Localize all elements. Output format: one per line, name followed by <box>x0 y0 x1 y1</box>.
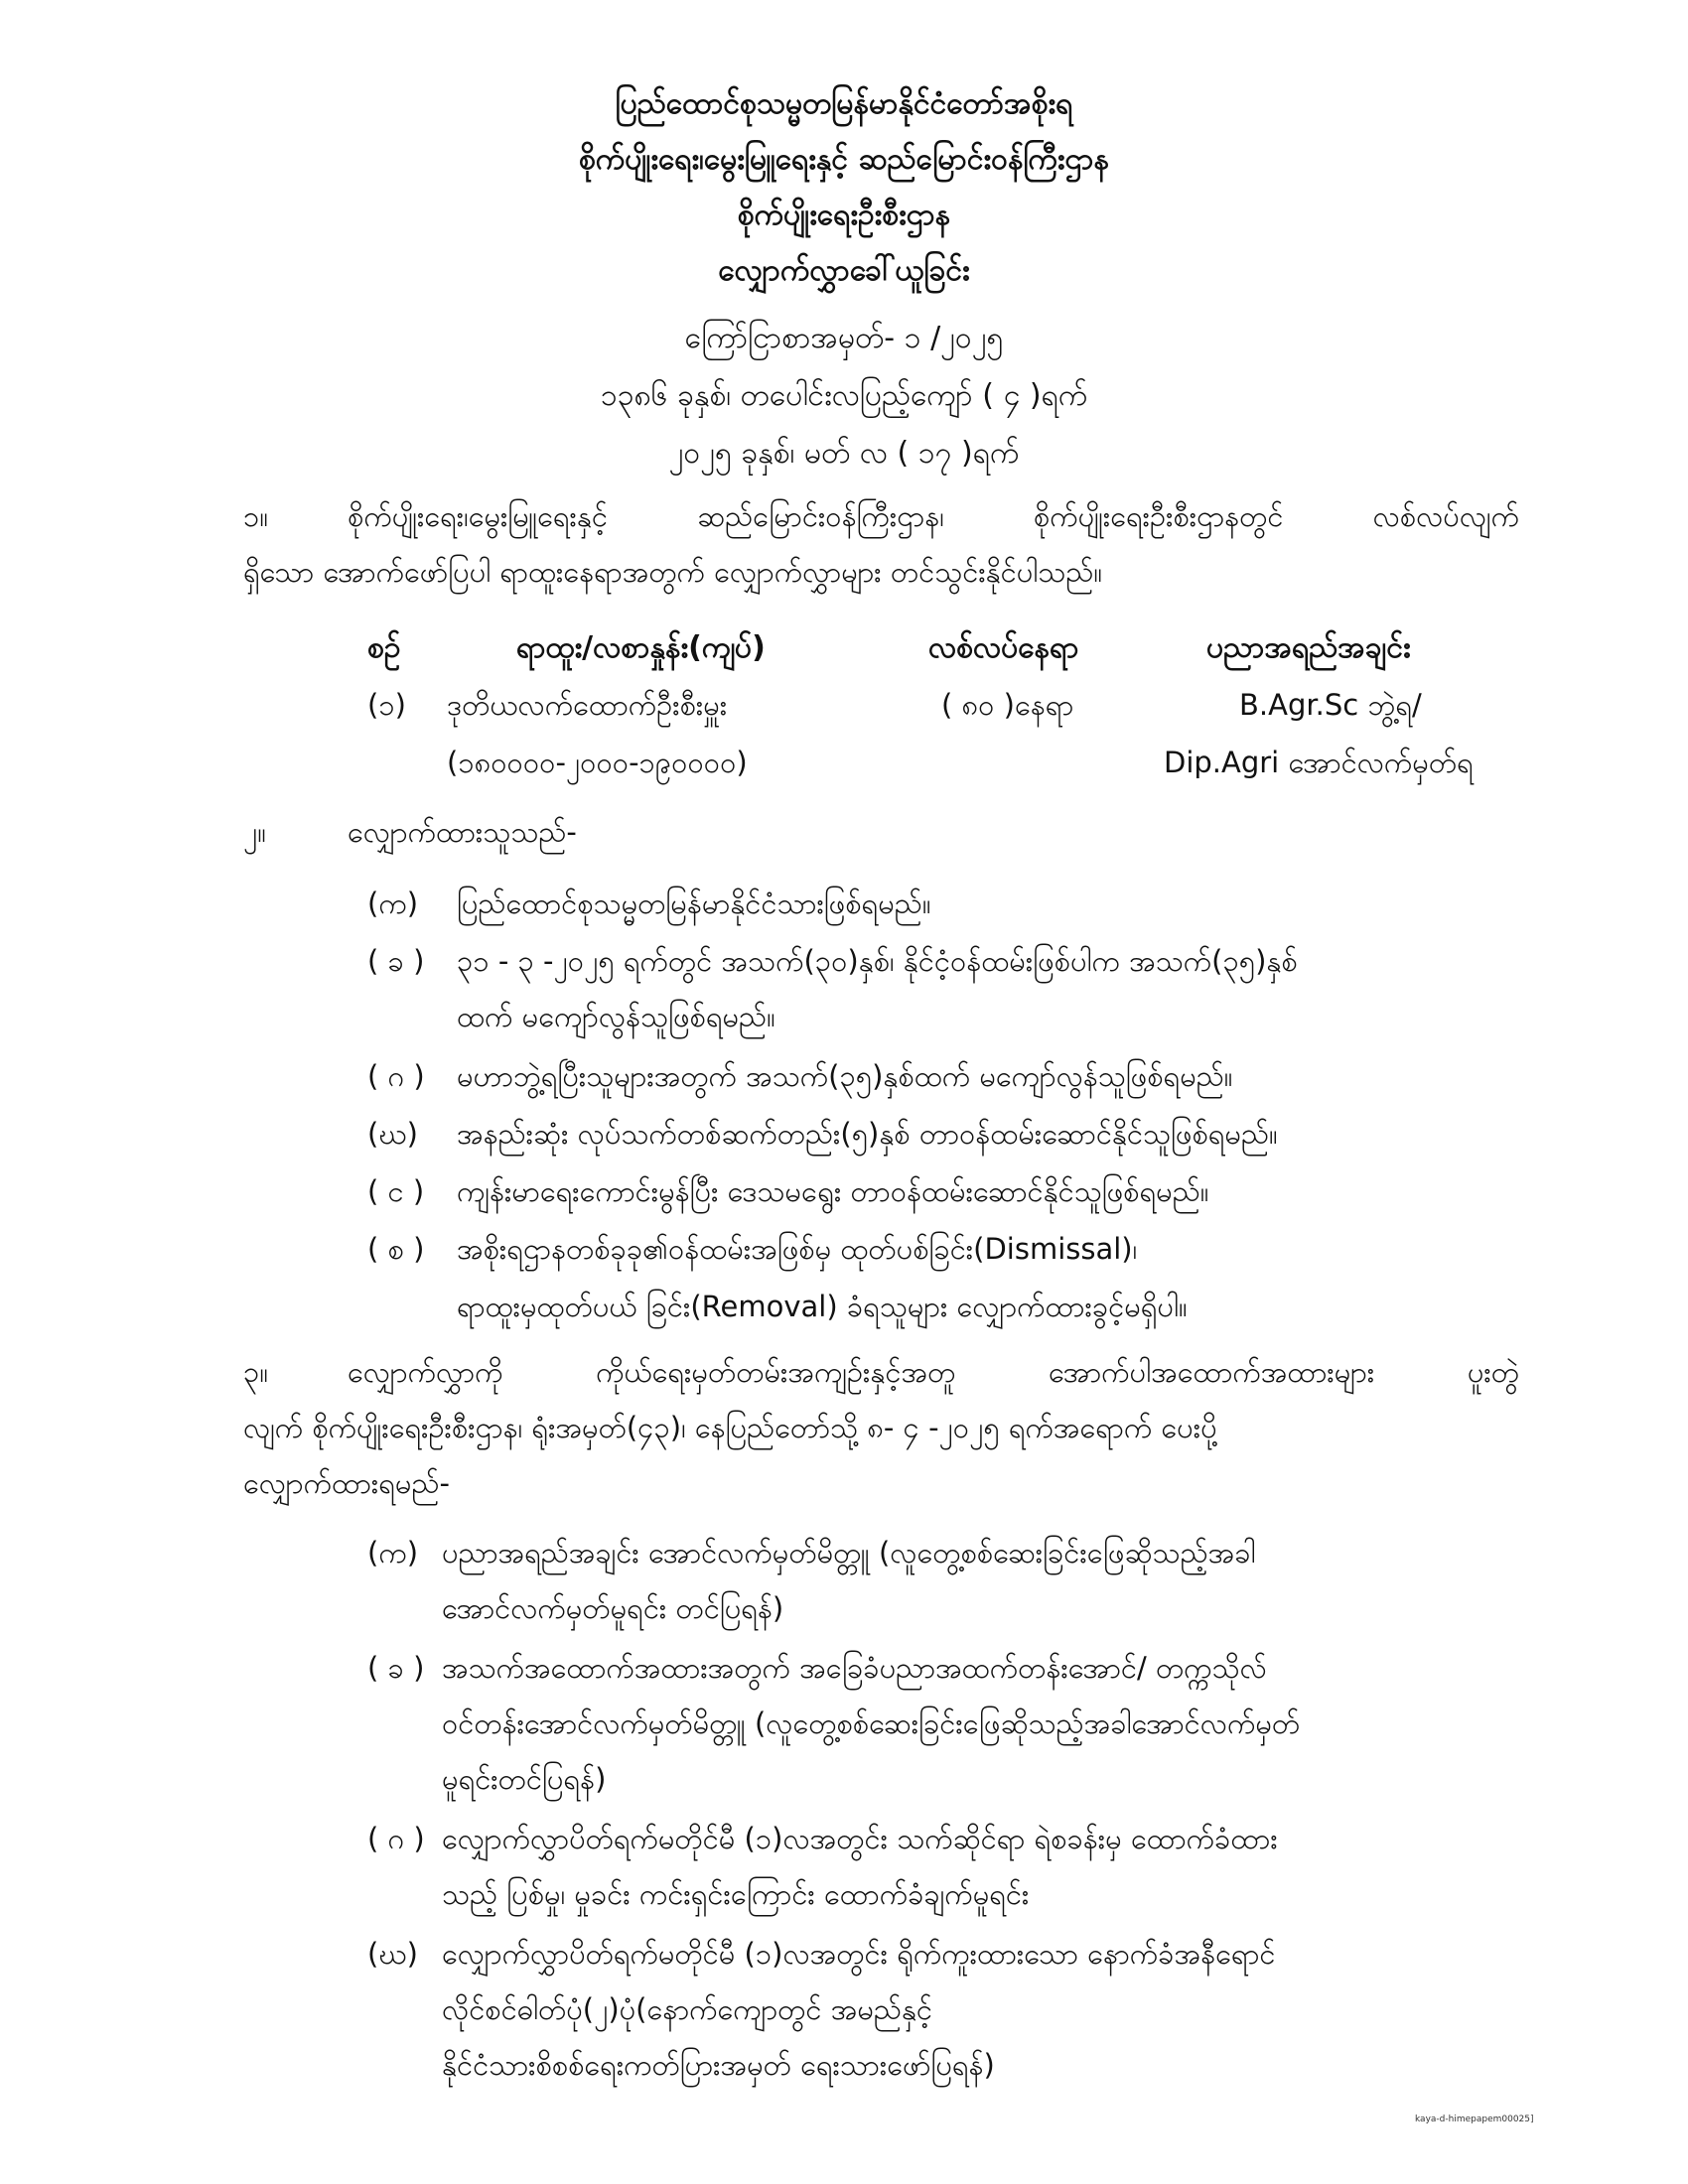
para3-line2: လျက် စိုက်ပျိုးရေးဦးစီးဌာန၊ ရုံးအမှတ်(၄၃)၊ နေပြည်တော်သို့ ၈- ၄ -၂၀၂၅ ရက်အရောက် ပေးပို့ <box>243 1411 1217 1444</box>
table-header-no: စဉ် <box>367 630 401 665</box>
list-item: လျှောက်လွှာပိတ်ရက်မတိုင်မီ (၁)လအတွင်း သက်ဆိုင်ရာ ရဲစခန်းမှ ထောက်ခံထား <box>442 1822 1278 1855</box>
list-item-label: ( ဂ ) <box>367 1822 425 1855</box>
table-row-salary: (၁၈၀၀၀၀-၂၀၀၀-၁၉၀၀၀၀) <box>447 746 748 779</box>
para2-title: လျှောက်ထားသူသည်- <box>348 815 577 849</box>
list-item-continued: ဝင်တန်းအောင်လက်မှတ်မိတ္တူ (လူတွေ့စစ်ဆေးခြင်းဖြေဆိုသည့်အခါအောင်လက်မှတ် <box>442 1706 1301 1740</box>
list-item-continued: မူရင်းတင်ပြရန်) <box>442 1762 607 1796</box>
table-header-position: ရာထူး/လစာနှုန်း(ကျပ်) <box>516 630 766 665</box>
para3-line1: လျှောက်လွှာကို ကိုယ်ရေးမှတ်တမ်းအကျဉ်းနှင့်အတူ အောက်ပါအထောက်အထားများ ပူးတွဲ <box>348 1355 1519 1389</box>
list-item-label: (ဃ) <box>367 1117 418 1151</box>
table-row-qualification-2: Dip.Agri အောင်လက်မှတ်ရ <box>1164 746 1474 779</box>
list-item-label: ( ဂ ) <box>367 1059 425 1093</box>
list-item-continued: လိုင်စင်ဓါတ်ပုံ(၂)ပုံ(နောက်ကျောတွင် အမည်နှင့် <box>442 1992 933 2026</box>
list-item: အစိုးရဌာနတစ်ခုခု၏ဝန်ထမ်းအဖြစ်မှ ထုတ်ပစ်ခြင်း(Dismissal)၊ <box>457 1232 1138 1266</box>
list-item-label: ( စ ) <box>367 1232 425 1266</box>
table-row-no: (၁) <box>367 688 406 722</box>
list-item: ပြည်ထောင်စုသမ္မတမြန်မာနိုင်ငံသားဖြစ်ရမည်။ <box>457 887 931 920</box>
para2-number: ၂။ <box>243 815 267 849</box>
table-header-qualification: ပညာအရည်အချင်း <box>1206 630 1411 665</box>
list-item: ၃၁ - ၃ -၂၀၂၅ ရက်တွင် အသက်(၃၀)နှစ်၊ နိုင်ငံ့ဝန်ထမ်းဖြစ်ပါက အသက်(၃၅)နှစ် <box>457 944 1298 978</box>
list-item-label: (ဃ) <box>367 1937 418 1971</box>
notice-number: ကြော်ငြာစာအမှတ်- ၁ /၂၀၂၅ <box>684 321 1004 355</box>
list-item: ကျန်းမာရေးကောင်းမွန်ပြီး ဒေသမရွေး တာဝန်ထမ်းဆောင်နိုင်သူဖြစ်ရမည်။ <box>457 1174 1209 1208</box>
list-item-continued: အောင်လက်မှတ်မူရင်း တင်ပြရန်) <box>442 1591 784 1625</box>
list-item: အနည်းဆုံး လုပ်သက်တစ်ဆက်တည်း(၅)နှစ် တာဝန်ထမ်းဆောင်နိုင်သူဖြစ်ရမည်။ <box>457 1117 1278 1151</box>
list-item-label: ( ခ ) <box>367 944 425 978</box>
list-item-label: ( င ) <box>367 1174 425 1208</box>
table-header-vacancies: လစ်လပ်နေရာ <box>928 630 1079 665</box>
footer-code: kaya-d-himepapem00025] <box>1415 2115 1534 2124</box>
list-item-continued: သည့် ပြစ်မှု၊ မှုခင်း ကင်းရှင်းကြောင်း ထောက်ခံချက်မူရင်း <box>442 1877 1030 1911</box>
para1-line2: ရှိသော အောက်ဖော်ပြပါ ရာထူးနေရာအတွက် လျှောက်လွှာများ တင်သွင်းနိုင်ပါသည်။ <box>243 555 1103 589</box>
list-item-continued: ရာထူးမှထုတ်ပယ် ခြင်း(Removal) ခံရသူများ လျှောက်ထားခွင့်မရှိပါ။ <box>457 1290 1188 1323</box>
list-item: အသက်အထောက်အထားအတွက် အခြေခံပညာအထက်တန်းအောင်/ တက္ကသိုလ် <box>442 1651 1267 1685</box>
list-item: မဟာဘွဲ့ရပြီးသူများအတွက် အသက်(၃၅)နှစ်ထက် မကျော်လွန်သူဖြစ်ရမည်။ <box>457 1059 1233 1093</box>
list-item-label: (က) <box>367 1536 419 1570</box>
table-row-position: ဒုတိယလက်ထောက်ဦးစီးမှူး <box>447 688 728 722</box>
list-item-continued: နိုင်ငံသားစိစစ်ရေးကတ်ပြားအမှတ် ရေးသားဖော်ပြရန်) <box>442 2048 995 2082</box>
para3-number: ၃။ <box>243 1355 269 1389</box>
list-item: ပညာအရည်အချင်း အောင်လက်မှတ်မိတ္တူ (လူတွေ့စစ်ဆေးခြင်းဖြေဆိုသည့်အခါ <box>442 1536 1256 1570</box>
myanmar-date: ၁၃၈၆ ခုနှစ်၊ တပေါင်းလပြည့်ကျော် ( ၄ )ရက် <box>600 378 1088 413</box>
gregorian-date: ၂၀၂၅ ခုနှစ်၊ မတ် လ ( ၁၇ )ရက် <box>668 436 1020 471</box>
department-title: စိုက်ပျိုးရေးဦးစီးဌာန <box>737 198 951 232</box>
table-row-vacancies: ( ၈၀ )နေရာ <box>941 688 1074 722</box>
government-title: ပြည်ထောင်စုသမ္မတမြန်မာနိုင်ငံတော်အစိုးရ <box>615 86 1073 121</box>
para3-line3: လျှောက်ထားရမည်- <box>243 1466 450 1500</box>
list-item-continued: ထက် မကျော်လွန်သူဖြစ်ရမည်။ <box>457 1000 775 1033</box>
list-item: လျှောက်လွှာပိတ်ရက်မတိုင်မီ (၁)လအတွင်း ရိုက်ကူးထားသော နောက်ခံအနီရောင် <box>442 1937 1276 1971</box>
list-item-label: (က) <box>367 887 419 920</box>
table-row-qualification-1: B.Agr.Sc ဘွဲ့ရ/ <box>1239 688 1422 722</box>
announcement-title: လျှောက်လွှာခေါ်ယူခြင်း <box>718 253 970 288</box>
para1-number: ၁။ <box>243 499 269 533</box>
ministry-title: စိုက်ပျိုးရေး၊မွေးမြူရေးနှင့် ဆည်မြောင်းဝန်ကြီးဌာန <box>578 142 1109 177</box>
list-item-label: ( ခ ) <box>367 1651 425 1685</box>
para1-line1: စိုက်ပျိုးရေး၊မွေးမြူရေးနှင့် ဆည်မြောင်းဝန်ကြီးဌာန၊ စိုက်ပျိုးရေးဦးစီးဌာနတွင် လစ်လပ်လျက် <box>348 499 1519 533</box>
